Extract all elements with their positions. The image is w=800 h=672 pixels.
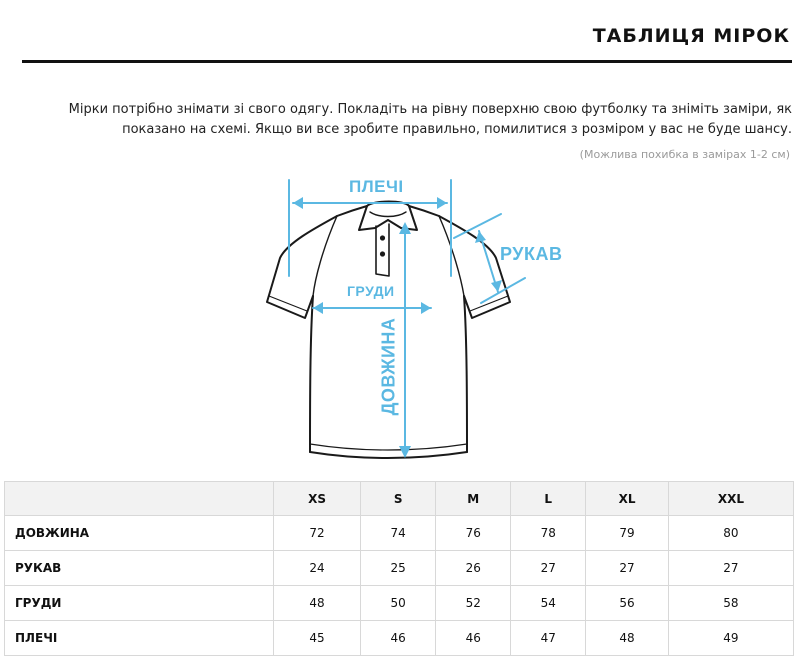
table-cell: 49 bbox=[668, 621, 793, 656]
table-cell: 25 bbox=[361, 551, 436, 586]
button-bottom bbox=[380, 251, 385, 256]
sleeve-label: РУКАВ bbox=[500, 244, 563, 264]
table-row bbox=[5, 621, 794, 656]
table-cell: 74 bbox=[361, 516, 436, 551]
left-sleeve bbox=[267, 216, 337, 318]
table-cell: 45 bbox=[274, 621, 361, 656]
table-cell: 26 bbox=[436, 551, 511, 586]
table-cell: 27 bbox=[586, 551, 669, 586]
row-label-shoulders: ПЛЕЧІ bbox=[5, 621, 274, 656]
column-header-empty bbox=[5, 482, 274, 516]
table-cell: 79 bbox=[586, 516, 669, 551]
table-cell: 72 bbox=[274, 516, 361, 551]
table-cell: 58 bbox=[668, 586, 793, 621]
table-cell: 54 bbox=[511, 586, 586, 621]
column-header-xs: XS bbox=[274, 482, 361, 516]
table-cell: 27 bbox=[511, 551, 586, 586]
table-cell: 52 bbox=[436, 586, 511, 621]
table-cell: 24 bbox=[274, 551, 361, 586]
table-cell: 48 bbox=[274, 586, 361, 621]
polo-shirt-illustration bbox=[255, 168, 565, 470]
measurement-diagram bbox=[255, 168, 565, 470]
table-cell: 46 bbox=[436, 621, 511, 656]
column-header-l: L bbox=[511, 482, 586, 516]
table-cell: 50 bbox=[361, 586, 436, 621]
page-title: ТАБЛИЦЯ МІРОК bbox=[592, 25, 790, 47]
table-cell: 78 bbox=[511, 516, 586, 551]
length-label: ДОВЖИНА bbox=[378, 317, 399, 416]
tolerance-note: (Можлива похибка в замірах 1-2 см) bbox=[579, 148, 790, 161]
table-row bbox=[5, 551, 794, 586]
table-cell: 47 bbox=[511, 621, 586, 656]
table-cell: 80 bbox=[668, 516, 793, 551]
column-header-xxl: XXL bbox=[668, 482, 793, 516]
shoulders-label: ПЛЕЧІ bbox=[349, 177, 404, 196]
button-top bbox=[380, 235, 385, 240]
title-divider bbox=[22, 60, 792, 63]
row-label-sleeve: РУКАВ bbox=[5, 551, 274, 586]
table-cell: 56 bbox=[586, 586, 669, 621]
column-header-xl: XL bbox=[586, 482, 669, 516]
right-sleeve bbox=[439, 216, 510, 318]
row-label-length: ДОВЖИНА bbox=[5, 516, 274, 551]
table-cell: 46 bbox=[361, 621, 436, 656]
row-label-chest: ГРУДИ bbox=[5, 586, 274, 621]
size-chart-table bbox=[4, 481, 794, 656]
table-row bbox=[5, 516, 794, 551]
table-cell: 48 bbox=[586, 621, 669, 656]
column-header-m: M bbox=[436, 482, 511, 516]
table-cell: 76 bbox=[436, 516, 511, 551]
column-header-s: S bbox=[361, 482, 436, 516]
table-header-row bbox=[5, 482, 794, 516]
table-row bbox=[5, 586, 794, 621]
chest-label: ГРУДИ bbox=[347, 283, 395, 299]
instructions-text: Мірки потрібно знімати зі свого одягу. Покладіть на рівну поверхню свою футболку та зніміть заміри, як показано на схемі. Якщо ви все зробите правильно, помилитися з розміром у вас не буде шансу. bbox=[68, 102, 792, 137]
table-cell: 27 bbox=[668, 551, 793, 586]
